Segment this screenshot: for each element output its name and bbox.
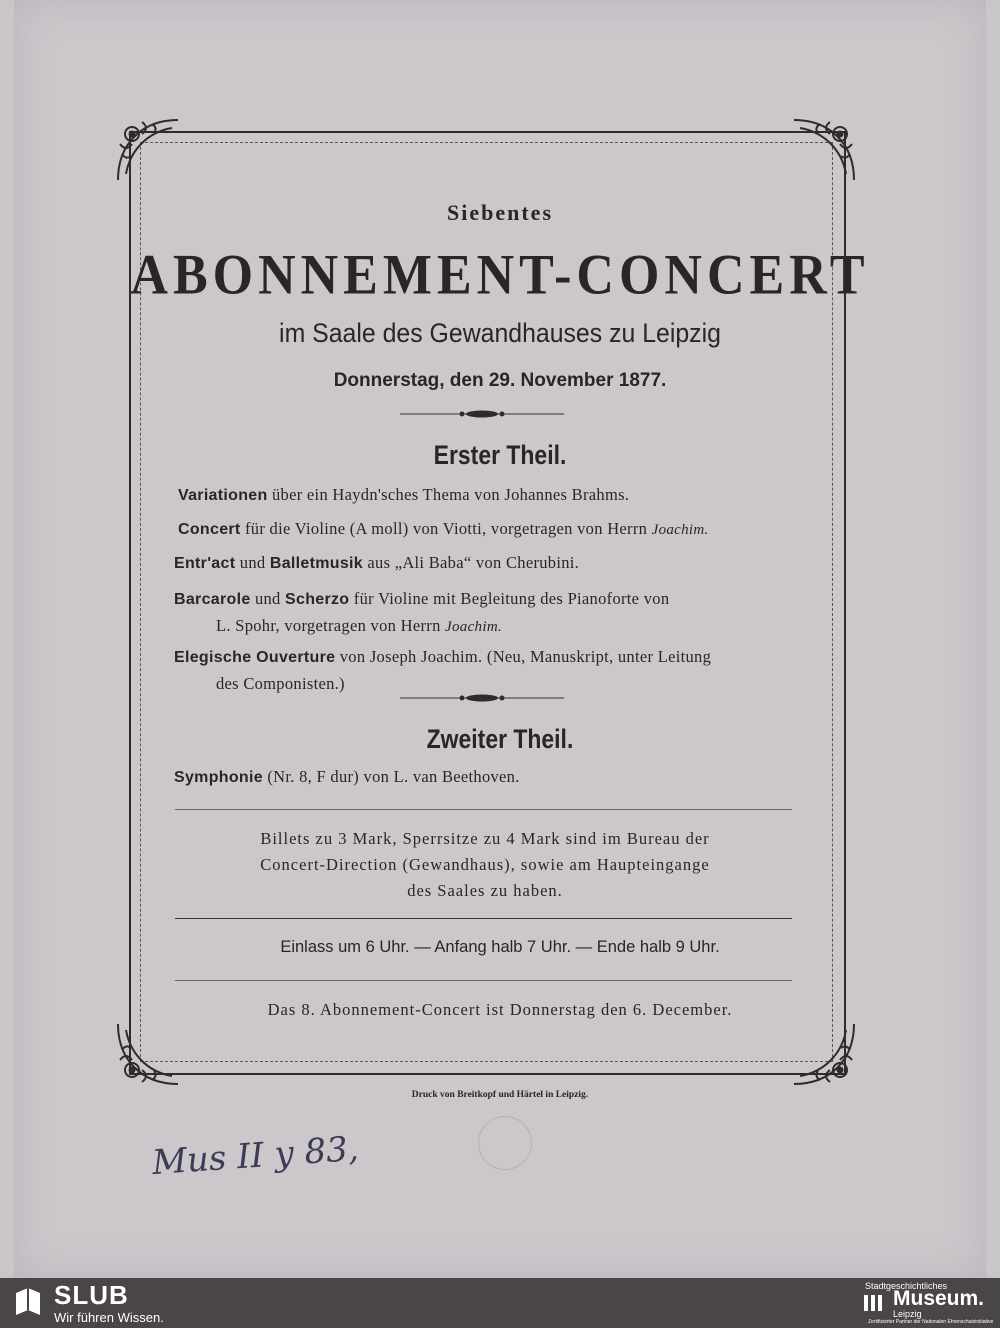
divider-line — [175, 980, 792, 981]
work-details: über ein Haydn'sches Thema von Johannes Brahms. — [267, 485, 630, 504]
programme-item — [178, 482, 629, 509]
museum-note: Zertifizierter Partner der Nationalen Ehrenschutzinitiative — [868, 1319, 994, 1325]
work-details: des Componisten.) — [216, 674, 345, 693]
work-title: Concert — [178, 521, 241, 538]
work-title: Variationen — [178, 487, 268, 504]
schedule-times: Einlass um 6 Uhr. — Anfang halb 7 Uhr. — Ende halb 9 Uhr. — [280, 938, 720, 956]
museum-prefix: Stadtgeschichtliches — [865, 1281, 948, 1291]
handwritten-shelfmark: Mus II y 83, — [150, 1128, 360, 1184]
printer-imprint: Druck von Breitkopf und Härtel in Leipzig. — [411, 1090, 589, 1100]
work-title: Symphonie — [174, 769, 263, 786]
blind-stamp — [478, 1116, 532, 1170]
work-title: Barcarole — [174, 591, 251, 608]
programme-item — [174, 644, 794, 697]
concert-date: Donnerstag, den 29. November 1877. — [333, 370, 667, 391]
work-title: Elegische Ouverture — [174, 649, 336, 666]
work-title: Entr'act — [174, 555, 236, 572]
library-name[interactable]: SLUB — [54, 1280, 129, 1310]
work-connector: und — [235, 553, 270, 572]
footer-bar — [0, 1278, 1000, 1328]
slub-logo-icon[interactable] — [14, 1287, 42, 1317]
ticket-info-line: Concert-Direction (Gewandhaus), sowie am Haupteingange — [260, 855, 710, 874]
part-two-heading: Zweiter Theil. — [426, 724, 574, 754]
concert-venue: im Saale des Gewandhauses zu Leipzig — [279, 318, 721, 348]
divider-ornament-icon — [400, 692, 564, 704]
programme-item — [174, 586, 794, 640]
work-details: für die Violine (A moll) von Viotti, vorgetragen von Herrn — [240, 519, 652, 538]
concert-title: ABONNEMENT-CONCERT — [130, 244, 870, 307]
part-one-heading: Erster Theil. — [433, 440, 567, 470]
museum-city: Leipzig — [893, 1309, 922, 1319]
work-connector: und — [250, 589, 286, 608]
work-details: für Violine mit Begleitung des Pianoforte von — [349, 589, 670, 608]
work-details: (Nr. 8, F dur) von L. van Beethoven. — [262, 767, 520, 786]
next-concert-note: Das 8. Abonnement-Concert ist Donnerstag den 6. December. — [267, 1000, 733, 1019]
programme-item — [174, 764, 520, 791]
corner-ornament-icon — [788, 114, 860, 186]
ticket-info — [160, 826, 810, 904]
divider-line — [175, 809, 792, 810]
divider-ornament-icon — [400, 408, 564, 420]
ticket-info-line: des Saales zu haben. — [407, 881, 563, 900]
work-details: aus „Ali Baba“ von Cherubini. — [362, 553, 580, 572]
programme-item — [174, 550, 579, 577]
corner-ornament-icon — [112, 1018, 184, 1090]
museum-name[interactable]: Museum. — [893, 1287, 985, 1310]
corner-ornament-icon — [788, 1018, 860, 1090]
programme-item — [178, 516, 709, 543]
performer-name: Joachim. — [445, 619, 503, 635]
performer-name: Joachim. — [651, 522, 709, 538]
ticket-info-line: Billets zu 3 Mark, Sperrsitze zu 4 Mark sind im Bureau der — [260, 829, 710, 848]
work-title: Balletmusik — [269, 555, 363, 572]
library-tagline: Wir führen Wissen. — [54, 1310, 164, 1325]
work-details: L. Spohr, vorgetragen von Herrn — [216, 616, 446, 635]
work-title: Scherzo — [285, 591, 350, 608]
concert-ordinal: Siebentes — [447, 200, 553, 225]
work-details: von Joseph Joachim. (Neu, Manuskript, unter Leitung — [335, 647, 712, 666]
corner-ornament-icon — [112, 114, 184, 186]
museum-logo-icon[interactable] — [862, 1292, 888, 1314]
divider-line — [175, 918, 792, 919]
